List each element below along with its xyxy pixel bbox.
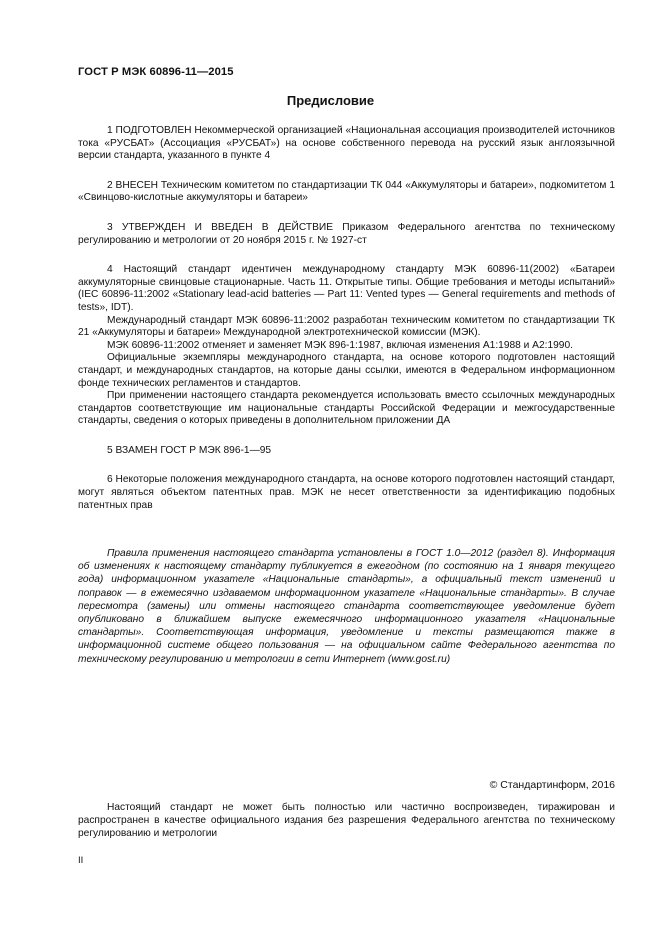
paragraph-replaces: МЭК 60896-11:2002 отменяет и заменяет МЭК 896-1:1987, включая изменения А1:1988 и А2:1990. bbox=[107, 339, 573, 351]
page-number: II bbox=[78, 855, 84, 866]
foreword-body bbox=[78, 125, 615, 512]
paragraph-patent-rights: 6 Некоторые положения международного стандарта, на основе которого подготовлен настоящий стандарт, могут являться объектом патентных прав. МЭК не несет ответственности за идентификацию подобных патентных прав bbox=[78, 474, 615, 511]
page-title: Предисловие bbox=[286, 93, 375, 108]
reproduction-notice bbox=[78, 801, 615, 841]
reproduction-text: Настоящий стандарт не может быть полностью или частично воспроизведен, тиражирован и распространен в качестве официального издания без разрешения Федерального агентства по техническому регулированию и метрологии bbox=[78, 802, 615, 840]
paragraph-referenced-standards: При применении настоящего стандарта рекомендуется использовать вместо ссылочных международных стандартов соответствующие им национальные стандарты Российской Федерации и межгосударственные стандарты, сведения о которых приведены в дополнительном приложении ДА bbox=[78, 390, 615, 427]
standard-code-header: ГОСТ Р МЭК 60896-11—2015 bbox=[78, 66, 234, 78]
notice-text: Правила применения настоящего стандарта установлены в ГОСТ 1.0—2012 (раздел 8). Информация об изменениях к настоящему стандарту публикуется в ежегодном (по состоянию на 1 января текущего года) информационном указателе «Национальные стандарты», а официальный текст изменений и поправок — в ежемесячно издаваемом информационном указателе «Национальные стандарты». В случае пересмотра (замены) или отмены настоящего стандарта соответствующее уведомление будет опубликовано в ближайшем выпуске ежемесячного информационного указателя «Национальные стандарты». Соответствующая информация, уведомление и тексты размещаются также в информационной системе общего пользования — на официальном сайте Федерального агентства по техническому регулированию и метрологии в сети Интернет (www.gost.ru) bbox=[78, 548, 615, 665]
paragraph-prepared: 1 ПОДГОТОВЛЕН Некоммерческой организацией «Национальная ассоциация производителей источников тока «РУСБАТ» (Ассоциация «РУСБАТ») на основе собственного перевода на русский язык англоязычной версии стандарта, указанного в пункте 4 bbox=[78, 125, 615, 162]
paragraph-developed-by: Международный стандарт МЭК 60896-11:2002 разработан техническим комитетом по стандартизации ТК 21 «Аккумуляторы и батареи» Международной электротехнической комиссии (МЭК). bbox=[78, 314, 615, 339]
paragraph-instead-of: 5 ВЗАМЕН ГОСТ Р МЭК 896-1—95 bbox=[107, 444, 272, 456]
paragraph-identical: 4 Настоящий стандарт идентичен международному стандарту МЭК 60896-11(2002) «Батареи аккумуляторные свинцовые стационарные. Часть 11. Открытые типы. Общие требования и методы испытаний» (IEC 60896-11:2002 «Stationary lead-acid batteries — Part 11: Vented types — General requirements and methods of tests», IDT). bbox=[78, 264, 615, 313]
application-rules-notice bbox=[78, 547, 615, 666]
paragraph-submitted: 2 ВНЕСЕН Техническим комитетом по стандартизации ТК 044 «Аккумуляторы и батареи», подкомитетом 1 «Свинцово-кислотные аккумуляторы и батареи» bbox=[78, 179, 615, 204]
paragraph-approved: 3 УТВЕРЖДЕН И ВВЕДЕН В ДЕЙСТВИЕ Приказом Федерального агентства по техническому регулированию и метрологии от 20 ноября 2015 г. № 1927-ст bbox=[78, 221, 615, 246]
paragraph-official-copies: Официальные экземпляры международного стандарта, на основе которого подготовлен настоящий стандарт, и международных стандартов, на которые даны ссылки, имеются в Федеральном информационном фонде технических регламентов и стандартов. bbox=[78, 352, 615, 389]
copyright-line: © Стандартинформ, 2016 bbox=[489, 779, 615, 791]
